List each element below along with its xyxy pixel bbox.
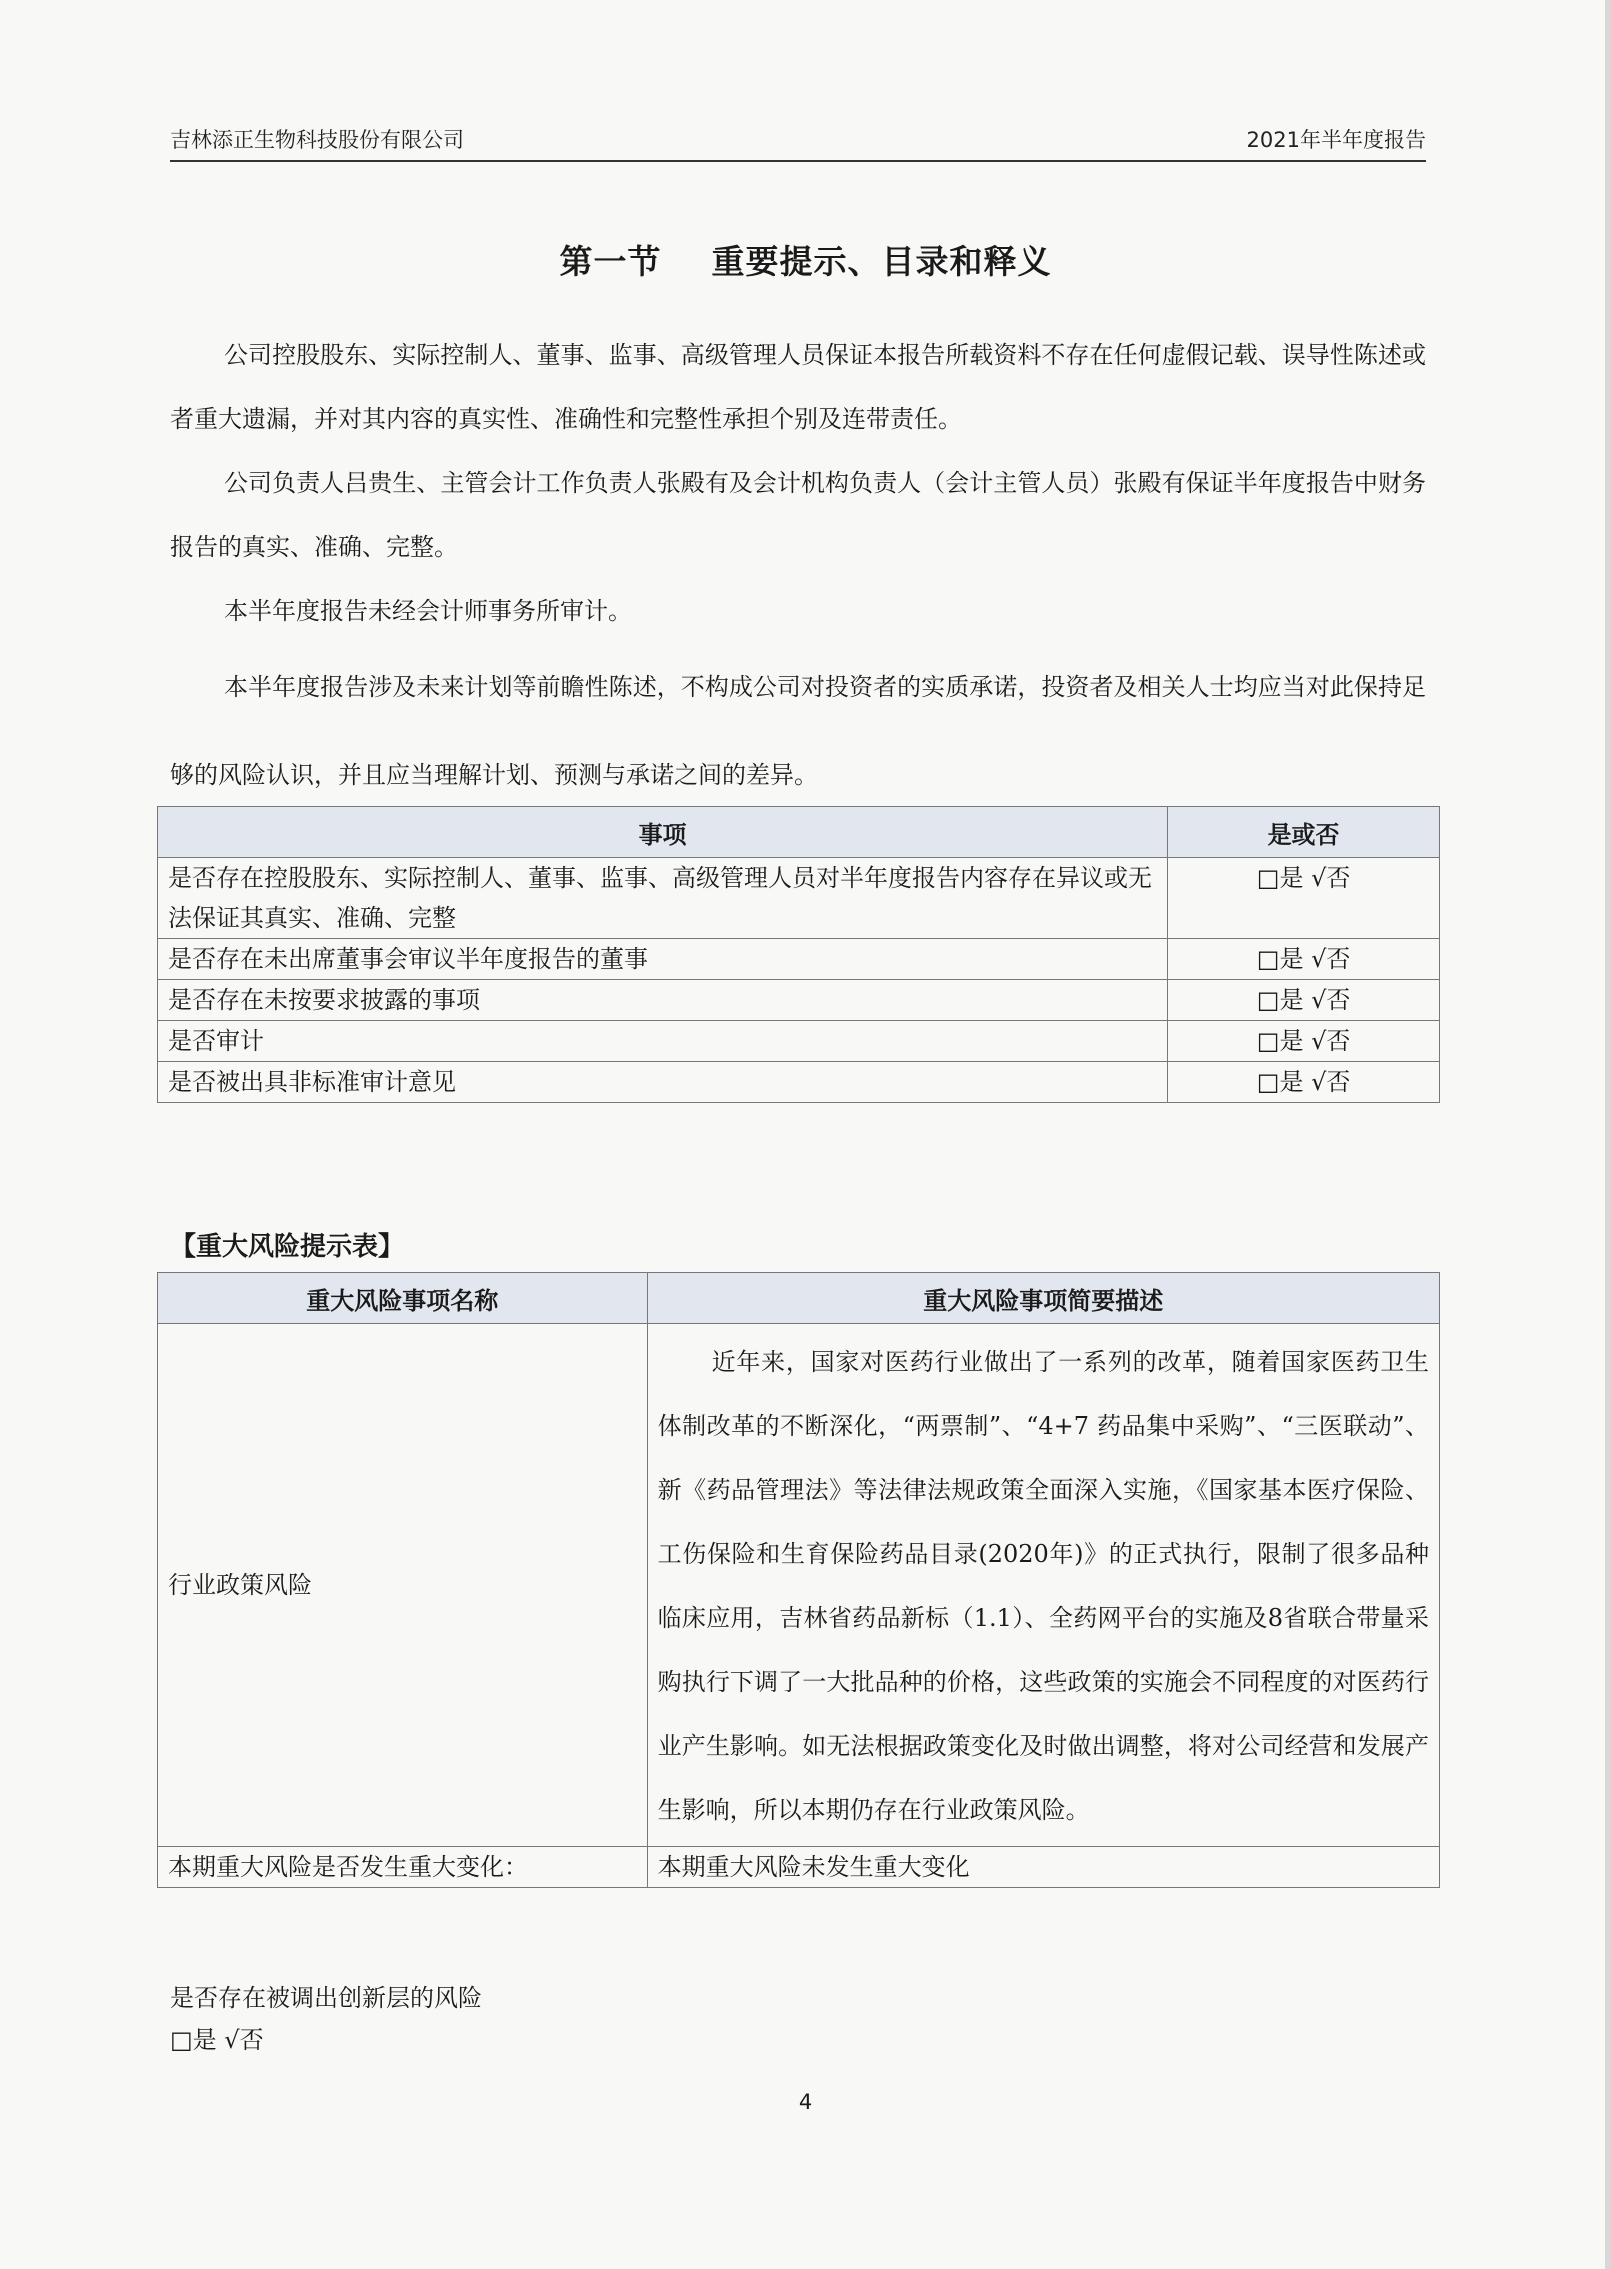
confirmation-table [157, 806, 1440, 1103]
table-row [158, 980, 1440, 1021]
table-row [158, 1021, 1440, 1062]
risk-change-value: 本期重大风险未发生重大变化 [647, 1847, 1439, 1888]
table-row [158, 1062, 1440, 1103]
table-row [158, 1324, 1440, 1847]
paragraph-audit: 本半年度报告未经会计师事务所审计。 [224, 597, 632, 625]
row-item: 是否存在控股股东、实际控制人、董事、监事、高级管理人员对半年度报告内容存在异议或无法保证其真实、准确、完整 [158, 858, 1168, 939]
paragraph-responsible: 公司负责人吕贵生、主管会计工作负责人张殿有及会计机构负责人（会计主管人员）张殿有保证半年度报告中财务报告的真实、准确、完整。 [170, 469, 1426, 561]
table-header-row [158, 1273, 1440, 1324]
table-header-row [158, 807, 1440, 858]
column-header-risk-name: 重大风险事项名称 [158, 1273, 648, 1324]
column-header-answer: 是或否 [1168, 807, 1440, 858]
risk-table-caption: 【重大风险提示表】 [170, 1232, 405, 1262]
header-report-title: 2021年半年度报告 [1246, 128, 1426, 152]
risk-table [157, 1272, 1440, 1888]
risk-change-label: 本期重大风险是否发生重大变化： [158, 1847, 648, 1888]
row-answer: □是 √否 [1168, 858, 1440, 939]
paragraph-guarantee: 公司控股股东、实际控制人、董事、监事、高级管理人员保证本报告所载资料不存在任何虚假记载、误导性陈述或者重大遗漏，并对其内容的真实性、准确性和完整性承担个别及连带责任。 [170, 341, 1426, 433]
table-row [158, 939, 1440, 980]
section-number: 第一节 [559, 242, 662, 281]
scan-edge [1605, 0, 1611, 2269]
table-row [158, 858, 1440, 939]
row-item: 是否审计 [158, 1021, 1168, 1062]
row-answer: □是 √否 [1168, 939, 1440, 980]
page-header [170, 120, 1426, 162]
column-header-risk-desc: 重大风险事项简要描述 [647, 1273, 1439, 1324]
risk-name: 行业政策风险 [158, 1324, 648, 1847]
table-row [158, 1847, 1440, 1888]
row-answer: □是 √否 [1168, 1062, 1440, 1103]
page-number: 4 [798, 2090, 813, 2114]
paragraph-forward-looking: 本半年度报告涉及未来计划等前瞻性陈述，不构成公司对投资者的实质承诺，投资者及相关人士均应当对此保持足够的风险认识，并且应当理解计划、预测与承诺之间的差异。 [170, 673, 1426, 789]
row-answer: □是 √否 [1168, 1021, 1440, 1062]
header-company: 吉林添正生物科技股份有限公司 [170, 128, 464, 152]
row-item: 是否存在未出席董事会审议半年度报告的董事 [158, 939, 1168, 980]
column-header-item: 事项 [158, 807, 1168, 858]
innovation-answer: □是 √否 [170, 2026, 264, 2054]
row-item: 是否存在未按要求披露的事项 [158, 980, 1168, 1021]
section-title [0, 236, 1611, 283]
row-item: 是否被出具非标准审计意见 [158, 1062, 1168, 1103]
row-answer: □是 √否 [1168, 980, 1440, 1021]
section-name: 重要提示、目录和释义 [711, 242, 1052, 281]
innovation-question: 是否存在被调出创新层的风险 [170, 1984, 482, 2012]
risk-description: 近年来，国家对医药行业做出了一系列的改革，随着国家医药卫生体制改革的不断深化，“两票制”、“4+7 药品集中采购”、“三医联动”、新《药品管理法》等法律法规政策全面深入实施，《国家基本医疗保险、工伤保险和生育保险药品目录(2020年)》的正式执行，限制了很多品种临床应用，吉林省药品新标（1.1）、全药网平台的实施及8省联合带量采购执行下调了一大批品种的价格，这些政策的实施会不同程度的对医药行业产生影响。如无法根据政策变化及时做出调整，将对公司经营和发展产生影响，所以本期仍存在行业政策风险。 [647, 1324, 1439, 1847]
